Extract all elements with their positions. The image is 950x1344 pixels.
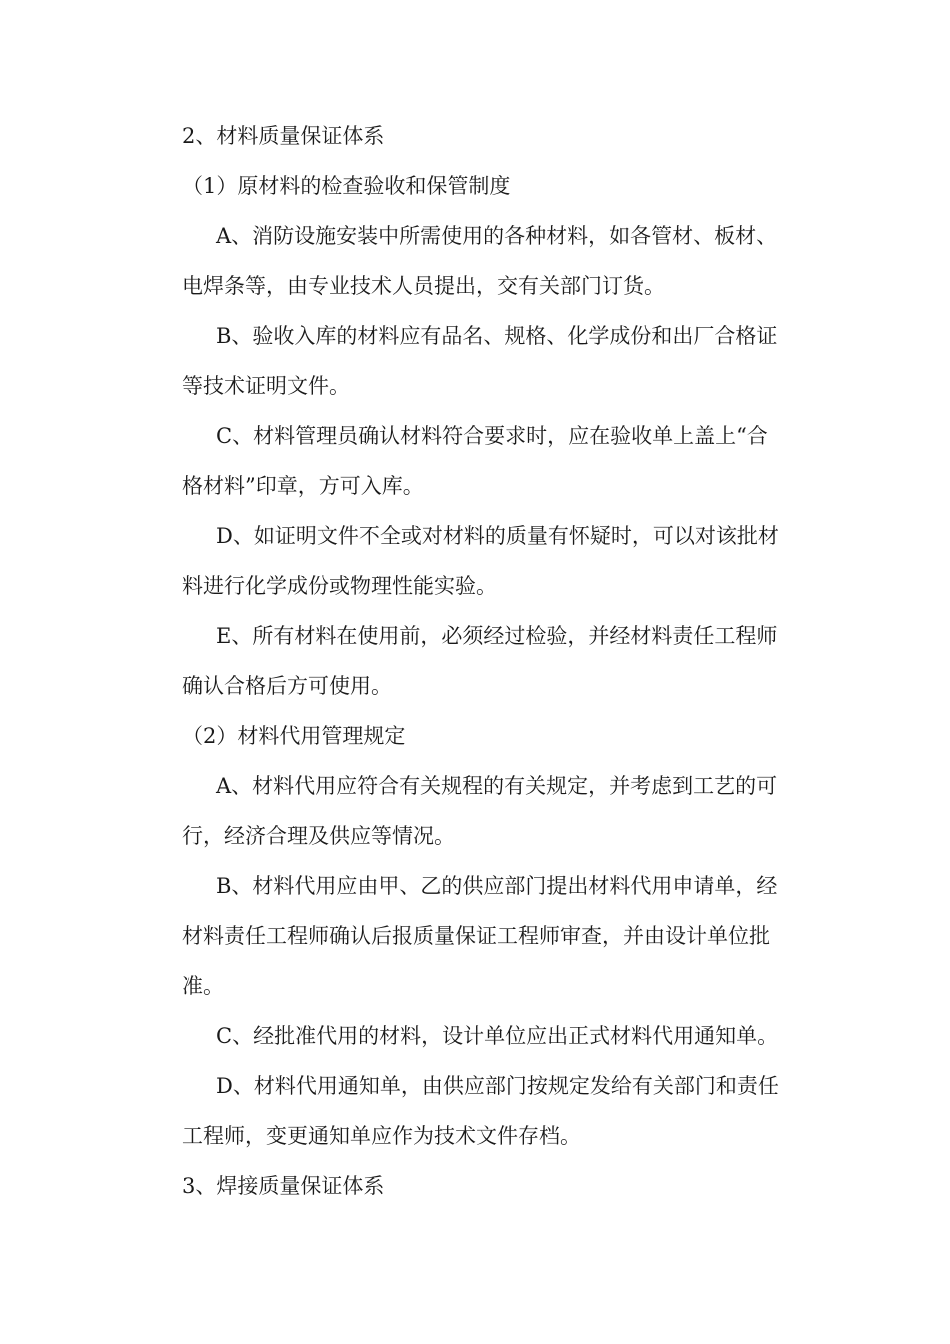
paragraph-line: D、如证明文件不全或对材料的质量有怀疑时，可以对该批材: [216, 524, 779, 548]
subsection-heading-2: （2）材料代用管理规定: [182, 724, 406, 748]
paragraph-line: D、材料代用通知单，由供应部门按规定发给有关部门和责任: [216, 1074, 779, 1098]
paragraph-line: C、经批准代用的材料，设计单位应出正式材料代用通知单。: [216, 1024, 779, 1048]
paragraph-line: 等技术证明文件。: [182, 374, 350, 398]
paragraph-line: 料进行化学成份或物理性能实验。: [182, 574, 497, 598]
paragraph-line: A、材料代用应符合有关规程的有关规定，并考虑到工艺的可: [216, 774, 778, 798]
paragraph-line: C、材料管理员确认材料符合要求时，应在验收单上盖上“合: [216, 424, 768, 448]
section-heading-3: 3、焊接质量保证体系: [182, 1174, 385, 1198]
subsection-heading-1: （1）原材料的检查验收和保管制度: [182, 174, 511, 198]
paragraph-line: B、材料代用应由甲、乙的供应部门提出材料代用申请单，经: [216, 874, 778, 898]
paragraph-line: E、所有材料在使用前，必须经过检验，并经材料责任工程师: [216, 624, 778, 648]
paragraph-line: 准。: [182, 974, 224, 998]
paragraph-line: 格材料”印章，方可入库。: [182, 474, 424, 498]
paragraph-line: B、验收入库的材料应有品名、规格、化学成份和出厂合格证: [216, 324, 778, 348]
paragraph-line: 确认合格后方可使用。: [182, 674, 392, 698]
paragraph-line: 电焊条等，由专业技术人员提出，交有关部门订货。: [182, 274, 665, 298]
paragraph-line: 工程师，变更通知单应作为技术文件存档。: [182, 1124, 581, 1148]
section-heading-2: 2、材料质量保证体系: [182, 124, 385, 148]
paragraph-line: 材料责任工程师确认后报质量保证工程师审查，并由设计单位批: [182, 924, 770, 948]
paragraph-line: A、消防设施安装中所需使用的各种材料，如各管材、板材、: [216, 224, 778, 248]
paragraph-line: 行，经济合理及供应等情况。: [182, 824, 455, 848]
